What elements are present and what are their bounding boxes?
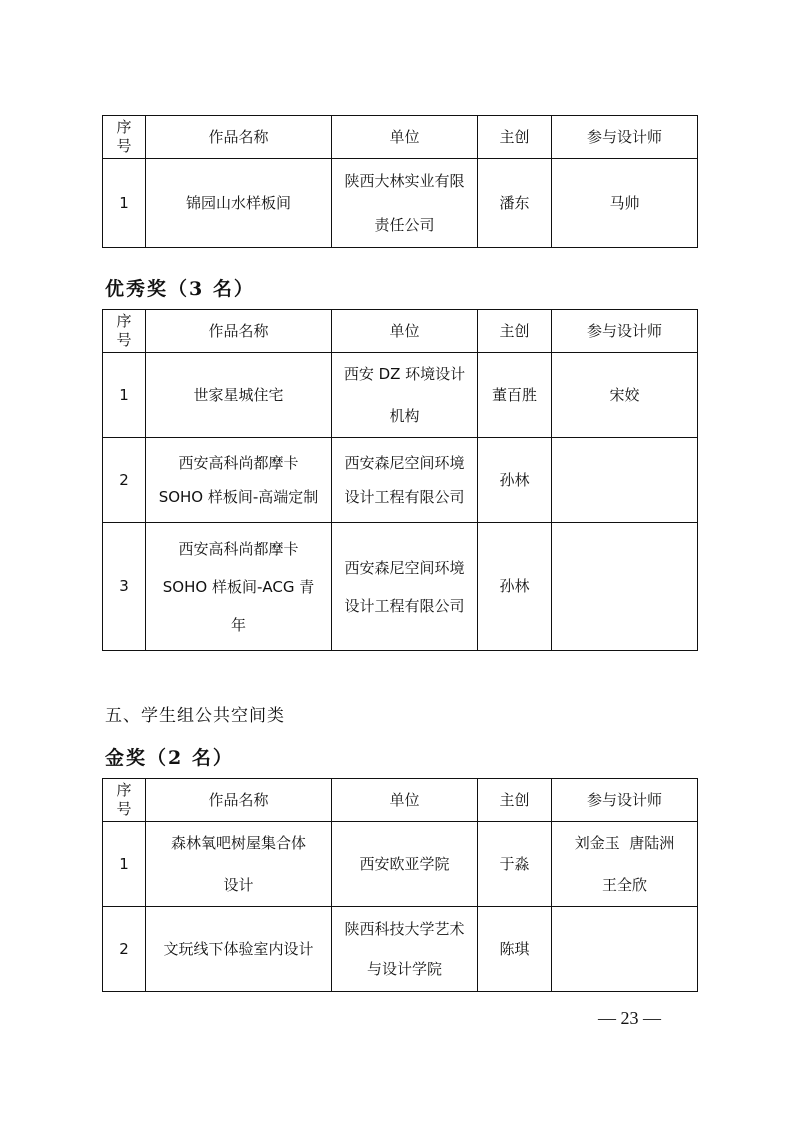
cell-lead: 孙林 <box>478 523 552 651</box>
cell-unit: 西安欧亚学院 <box>332 822 478 907</box>
header-work: 作品名称 <box>146 310 332 353</box>
cell-work: 世家星城住宅 <box>146 353 332 438</box>
cell-work: 西安高科尚都摩卡 SOHO 样板间-ACG 青 年 <box>146 523 332 651</box>
cell-lead: 潘东 <box>478 159 552 248</box>
header-index: 序 号 <box>103 779 146 822</box>
award-table-3 <box>102 778 698 992</box>
cell-work: 文玩线下体验室内设计 <box>146 907 332 992</box>
table-header-row <box>103 779 698 822</box>
header-designers: 参与设计师 <box>552 310 698 353</box>
award-table-1 <box>102 115 698 248</box>
header-work: 作品名称 <box>146 779 332 822</box>
cell-designers: 马帅 <box>552 159 698 248</box>
header-unit: 单位 <box>332 310 478 353</box>
table-header-row <box>103 310 698 353</box>
cell-designers: 刘金玉 唐陆洲 王全欣 <box>552 822 698 907</box>
section-title: 五、学生组公共空间类 <box>105 706 285 726</box>
cell-designers: 宋姣 <box>552 353 698 438</box>
cell-index: 2 <box>103 438 146 523</box>
table-row <box>103 523 698 651</box>
header-unit: 单位 <box>332 779 478 822</box>
cell-index: 1 <box>103 159 146 248</box>
cell-unit: 陕西大林实业有限 责任公司 <box>332 159 478 248</box>
header-designers: 参与设计师 <box>552 779 698 822</box>
cell-unit: 陕西科技大学艺术 与设计学院 <box>332 907 478 992</box>
cell-work: 西安高科尚都摩卡 SOHO 样板间-高端定制 <box>146 438 332 523</box>
cell-index: 1 <box>103 353 146 438</box>
cell-index: 3 <box>103 523 146 651</box>
cell-work: 锦园山水样板间 <box>146 159 332 248</box>
cell-index: 2 <box>103 907 146 992</box>
header-index: 序 号 <box>103 116 146 159</box>
cell-lead: 董百胜 <box>478 353 552 438</box>
cell-lead: 于淼 <box>478 822 552 907</box>
page-number: — 23 — <box>598 1008 661 1028</box>
excellent-award-heading: 优秀奖（3 名） <box>105 278 255 300</box>
table-row <box>103 907 698 992</box>
gold-award-heading: 金奖（2 名） <box>105 747 234 769</box>
cell-unit: 西安森尼空间环境 设计工程有限公司 <box>332 438 478 523</box>
cell-designers <box>552 438 698 523</box>
header-lead: 主创 <box>478 116 552 159</box>
header-work: 作品名称 <box>146 116 332 159</box>
header-unit: 单位 <box>332 116 478 159</box>
cell-designers <box>552 523 698 651</box>
header-index: 序 号 <box>103 310 146 353</box>
cell-unit: 西安森尼空间环境 设计工程有限公司 <box>332 523 478 651</box>
table-row <box>103 159 698 248</box>
table-row <box>103 353 698 438</box>
table-row <box>103 438 698 523</box>
cell-designers <box>552 907 698 992</box>
cell-lead: 孙林 <box>478 438 552 523</box>
cell-index: 1 <box>103 822 146 907</box>
cell-work: 森林氧吧树屋集合体 设计 <box>146 822 332 907</box>
cell-unit: 西安 DZ 环境设计 机构 <box>332 353 478 438</box>
header-designers: 参与设计师 <box>552 116 698 159</box>
cell-lead: 陈琪 <box>478 907 552 992</box>
header-lead: 主创 <box>478 779 552 822</box>
table-row <box>103 822 698 907</box>
award-table-2 <box>102 309 698 651</box>
header-lead: 主创 <box>478 310 552 353</box>
table-header-row <box>103 116 698 159</box>
